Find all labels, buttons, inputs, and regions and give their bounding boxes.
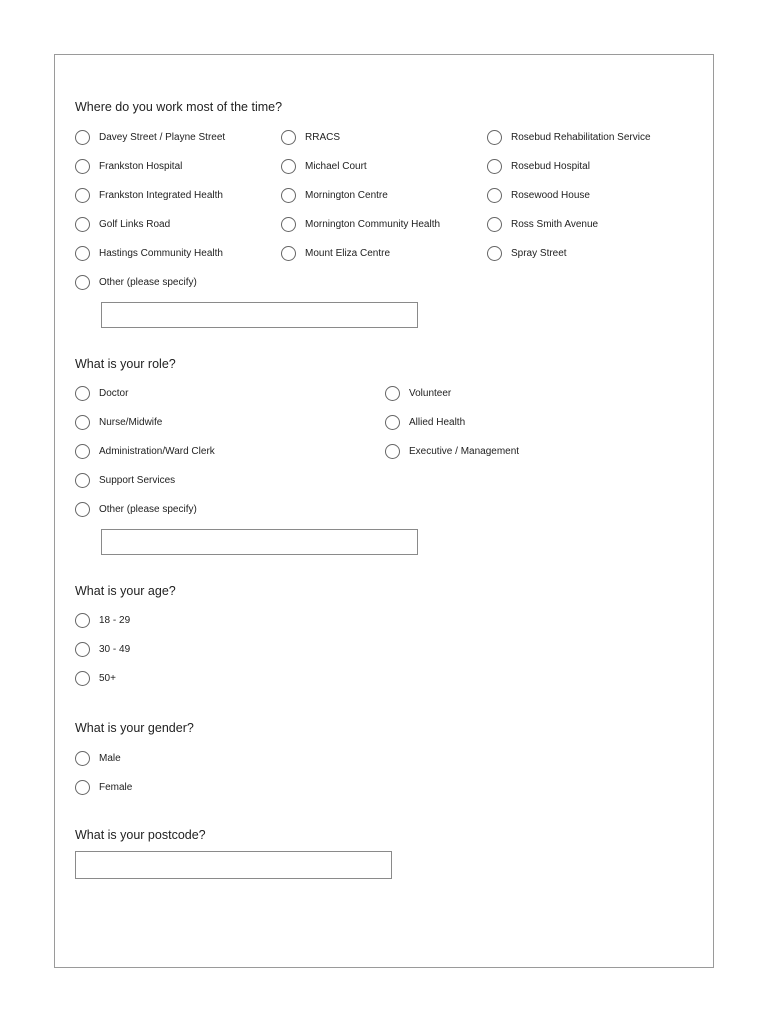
radio-button[interactable] [281, 159, 296, 174]
work-option[interactable]: Rosewood House [487, 186, 590, 204]
radio-button[interactable] [75, 275, 90, 290]
age-option[interactable]: 18 - 29 [75, 611, 130, 629]
radio-button[interactable] [75, 246, 90, 261]
work-option[interactable]: Rosebud Hospital [487, 157, 590, 175]
postcode-question: What is your postcode? [75, 828, 206, 842]
work-option[interactable]: Ross Smith Avenue [487, 215, 598, 233]
radio-button[interactable] [75, 217, 90, 232]
work-option[interactable]: Golf Links Road [75, 215, 170, 233]
role-option[interactable]: Allied Health [385, 413, 465, 431]
work-option[interactable]: Frankston Integrated Health [75, 186, 223, 204]
radio-button[interactable] [75, 671, 90, 686]
work-other-input[interactable] [101, 302, 418, 328]
radio-button[interactable] [75, 473, 90, 488]
role-option[interactable]: Nurse/Midwife [75, 413, 162, 431]
work-option[interactable]: Frankston Hospital [75, 157, 182, 175]
gender-option[interactable]: Female [75, 778, 132, 796]
radio-button[interactable] [75, 415, 90, 430]
radio-button[interactable] [487, 217, 502, 232]
role-option[interactable]: Administration/Ward Clerk [75, 442, 215, 460]
work-option[interactable]: Davey Street / Playne Street [75, 128, 225, 146]
postcode-input[interactable] [75, 851, 392, 879]
survey-page [54, 54, 714, 968]
role-option-other[interactable]: Other (please specify) [75, 500, 197, 518]
age-option[interactable]: 30 - 49 [75, 640, 130, 658]
age-option[interactable]: 50+ [75, 669, 116, 687]
radio-button[interactable] [75, 130, 90, 145]
radio-button[interactable] [75, 751, 90, 766]
work-option-other[interactable]: Other (please specify) [75, 273, 197, 291]
radio-button[interactable] [75, 502, 90, 517]
radio-button[interactable] [487, 188, 502, 203]
role-other-input[interactable] [101, 529, 418, 555]
radio-button[interactable] [75, 780, 90, 795]
role-option[interactable]: Doctor [75, 384, 128, 402]
radio-button[interactable] [487, 159, 502, 174]
work-question: Where do you work most of the time? [75, 100, 283, 114]
radio-button[interactable] [281, 217, 296, 232]
work-option[interactable]: Mornington Centre [281, 186, 388, 204]
radio-button[interactable] [281, 188, 296, 203]
role-option[interactable]: Volunteer [385, 384, 451, 402]
radio-button[interactable] [281, 246, 296, 261]
radio-button[interactable] [75, 642, 90, 657]
radio-button[interactable] [75, 188, 90, 203]
radio-button[interactable] [75, 159, 90, 174]
work-option[interactable]: Spray Street [487, 244, 567, 262]
radio-button[interactable] [281, 130, 296, 145]
gender-option[interactable]: Male [75, 749, 121, 767]
gender-question: What is your gender? [75, 721, 194, 735]
role-question: What is your role? [75, 357, 176, 371]
radio-button[interactable] [75, 444, 90, 459]
role-option[interactable]: Executive / Management [385, 442, 519, 460]
role-option[interactable]: Support Services [75, 471, 175, 489]
work-option[interactable]: Michael Court [281, 157, 367, 175]
work-option[interactable]: Rosebud Rehabilitation Service [487, 128, 651, 146]
work-option[interactable]: Hastings Community Health [75, 244, 223, 262]
radio-button[interactable] [75, 613, 90, 628]
work-option[interactable]: RRACS [281, 128, 340, 146]
work-option[interactable]: Mornington Community Health [281, 215, 440, 233]
radio-button[interactable] [487, 130, 502, 145]
age-question: What is your age? [75, 584, 176, 598]
work-option[interactable]: Mount Eliza Centre [281, 244, 390, 262]
radio-button[interactable] [487, 246, 502, 261]
radio-button[interactable] [385, 444, 400, 459]
radio-button[interactable] [75, 386, 90, 401]
radio-button[interactable] [385, 386, 400, 401]
radio-button[interactable] [385, 415, 400, 430]
